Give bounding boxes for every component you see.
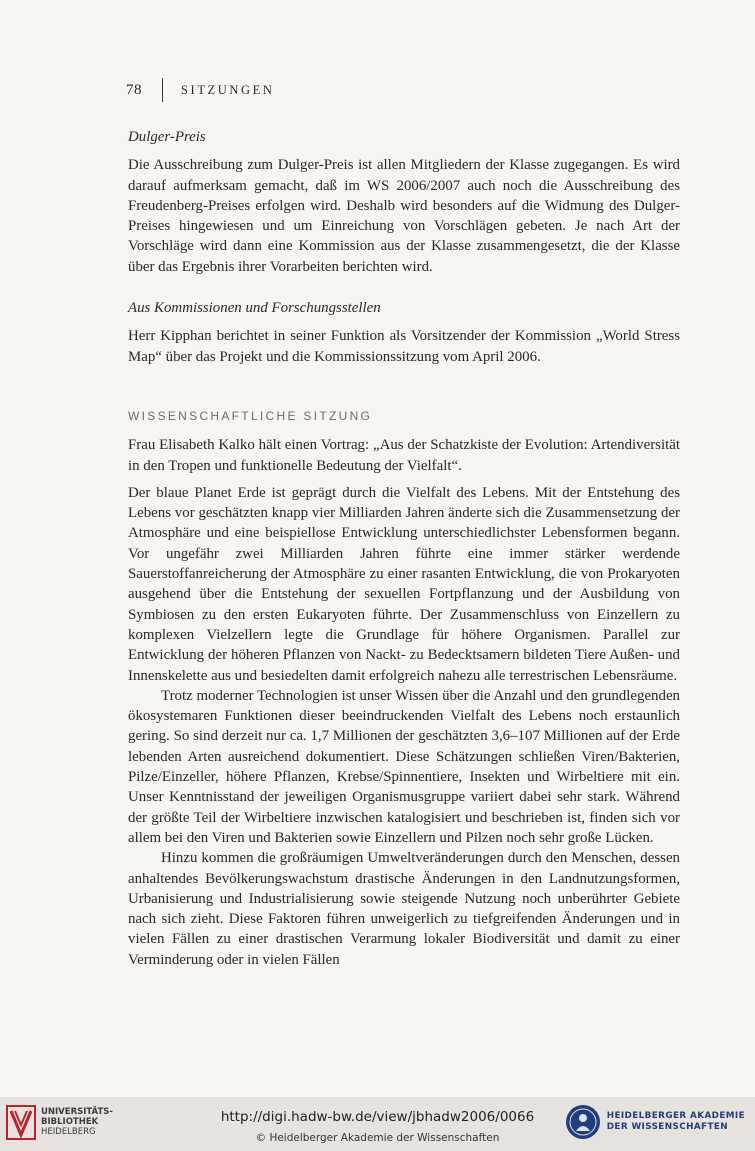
viewer-footer — [0, 1097, 755, 1151]
library-name-line1: UNIVERSITÄTS- — [41, 1107, 113, 1117]
running-title: SITZUNGEN — [181, 82, 275, 97]
section-heading: WISSENSCHAFTLICHE SITZUNG — [128, 408, 373, 423]
library-name-line2: BIBLIOTHEK — [41, 1117, 99, 1127]
page-header — [126, 78, 275, 102]
kommissionen-paragraph: Herr Kipphan berichtet in seiner Funktion als Vorsitzender der Kommission „World Stress Map“ über das Projekt und die Kommissionssitzung vom April 2006. — [128, 328, 680, 365]
document-url[interactable]: http://digi.hadw-bw.de/view/jbhadw2006/0066 — [220, 1109, 535, 1125]
header-divider — [162, 78, 163, 102]
body-paragraph-1: Der blaue Planet Erde ist geprägt durch die Vielfalt des Lebens. Mit der Entstehung des Lebens vor geschätzten knapp vier Milliarden Jahren änderte sich die Zusammensetzung der Atmosphäre und eine beispiellose Entwicklung unterschiedlichster Lebensformen begann. Vor ungefähr zwei Milliarden Jahren führte eine immer stärker werdende Sauerstoffanreicherung der Atmosphäre zu einer rasanten Entwicklung, die von Prokaryoten ausgehend über die Entstehung der sexuellen Fortpflanzung und der Ausbildung von Symbiosen zu den ersten Eukaryoten führte. Der Zusammenschluss von Einzellern zu komplexen Vielzellern legte die Grundlage für höhere Organismen. Parallel zur Entwicklung der höheren Pflanzen von Nackt- zu Bedecktsamern bildeten Tiere Außen- und Innenskelette aus und besiedelten damit erfolgreich nahezu alle terrestrischen Lebensräume. — [128, 484, 680, 684]
copyright-notice: © Heidelberger Akademie der Wissenschaften — [255, 1132, 500, 1144]
library-name-line3: HEIDELBERG — [41, 1127, 96, 1137]
page-body — [128, 127, 680, 970]
dulger-heading: Dulger-Preis — [128, 129, 206, 145]
lecture-intro: Frau Elisabeth Kalko hält einen Vortrag: „Aus der Schatzkiste der Evolution: Artendiversität in den Tropen und funktionelle Bedeutung der Vielfalt“. — [128, 437, 680, 474]
academy-name-line1: HEIDELBERGER AKADEMIE — [606, 1111, 745, 1121]
page-number: 78 — [126, 81, 142, 98]
dulger-paragraph: Die Ausschreibung zum Dulger-Preis ist allen Mitgliedern der Klasse zugegangen. Es wird darauf aufmerksam gemacht, daß im WS 2006/2007 auch noch die Ausschreibung des Freudenberg-Preises erfolgen wird. Deshalb wird besonders auf die Widmung des Dulger-Preises hingewiesen und um Einreichung von Vorschlägen gebeten. Je nach Art der Vorschläge wird dann eine Kommission aus der Klasse zusammengesetzt, die der Klasse über das Ergebnis ihrer Vorarbeiten berichten wird. — [128, 157, 680, 275]
academy-seal-icon — [565, 1104, 601, 1140]
academy-name-line2: DER WISSENSCHAFTEN — [606, 1122, 729, 1132]
kommissionen-heading: Aus Kommissionen und Forschungsstellen — [128, 300, 381, 317]
body-paragraph-2: Trotz moderner Technologien ist unser Wissen über die Anzahl und den grundlegenden ökosystemaren Funktionen dieser beeindruckenden Vielfalt des Lebens noch erstaunlich gering. So sind derzeit nur ca. 1,7 Millionen der geschätzten 3,6–107 Millionen auf der Erde lebenden Arten ausreichend dokumentiert. Diese Schätzungen schließen Viren/Bakterien, Pilze/Einzeller, höhere Pflanzen, Krebse/Spinnentiere, Insekten und Wirbeltiere mit ein. Unser Kenntnisstand der jeweiligen Organismusgruppe variiert dabei sehr stark. Während der größte Teil der Wirbeltiere inzwischen katalogisiert und beschrieben ist, finden sich vor allem bei den Viren und Bakterien sowie Einzellern und Pilzen noch sehr große Lücken. — [128, 687, 680, 846]
body-paragraph-3: Hinzu kommen die großräumigen Umweltveränderungen durch den Menschen, dessen anhaltendes Bevölkerungswachstum drastische Änderungen in den Landnutzungsformen, Urbanisierung und Industrialisierung sowie steigende Nutzung noch unberührter Gebiete nach sich zieht. Diese Faktoren führen unweigerlich zu tiefgreifenden Änderungen und in vielen Fällen zu einer drastischen Verarmung lokaler Biodiversität und damit zu einer Verminderung oder in vielen Fällen — [128, 850, 680, 968]
academy-logo[interactable] — [565, 1104, 745, 1140]
